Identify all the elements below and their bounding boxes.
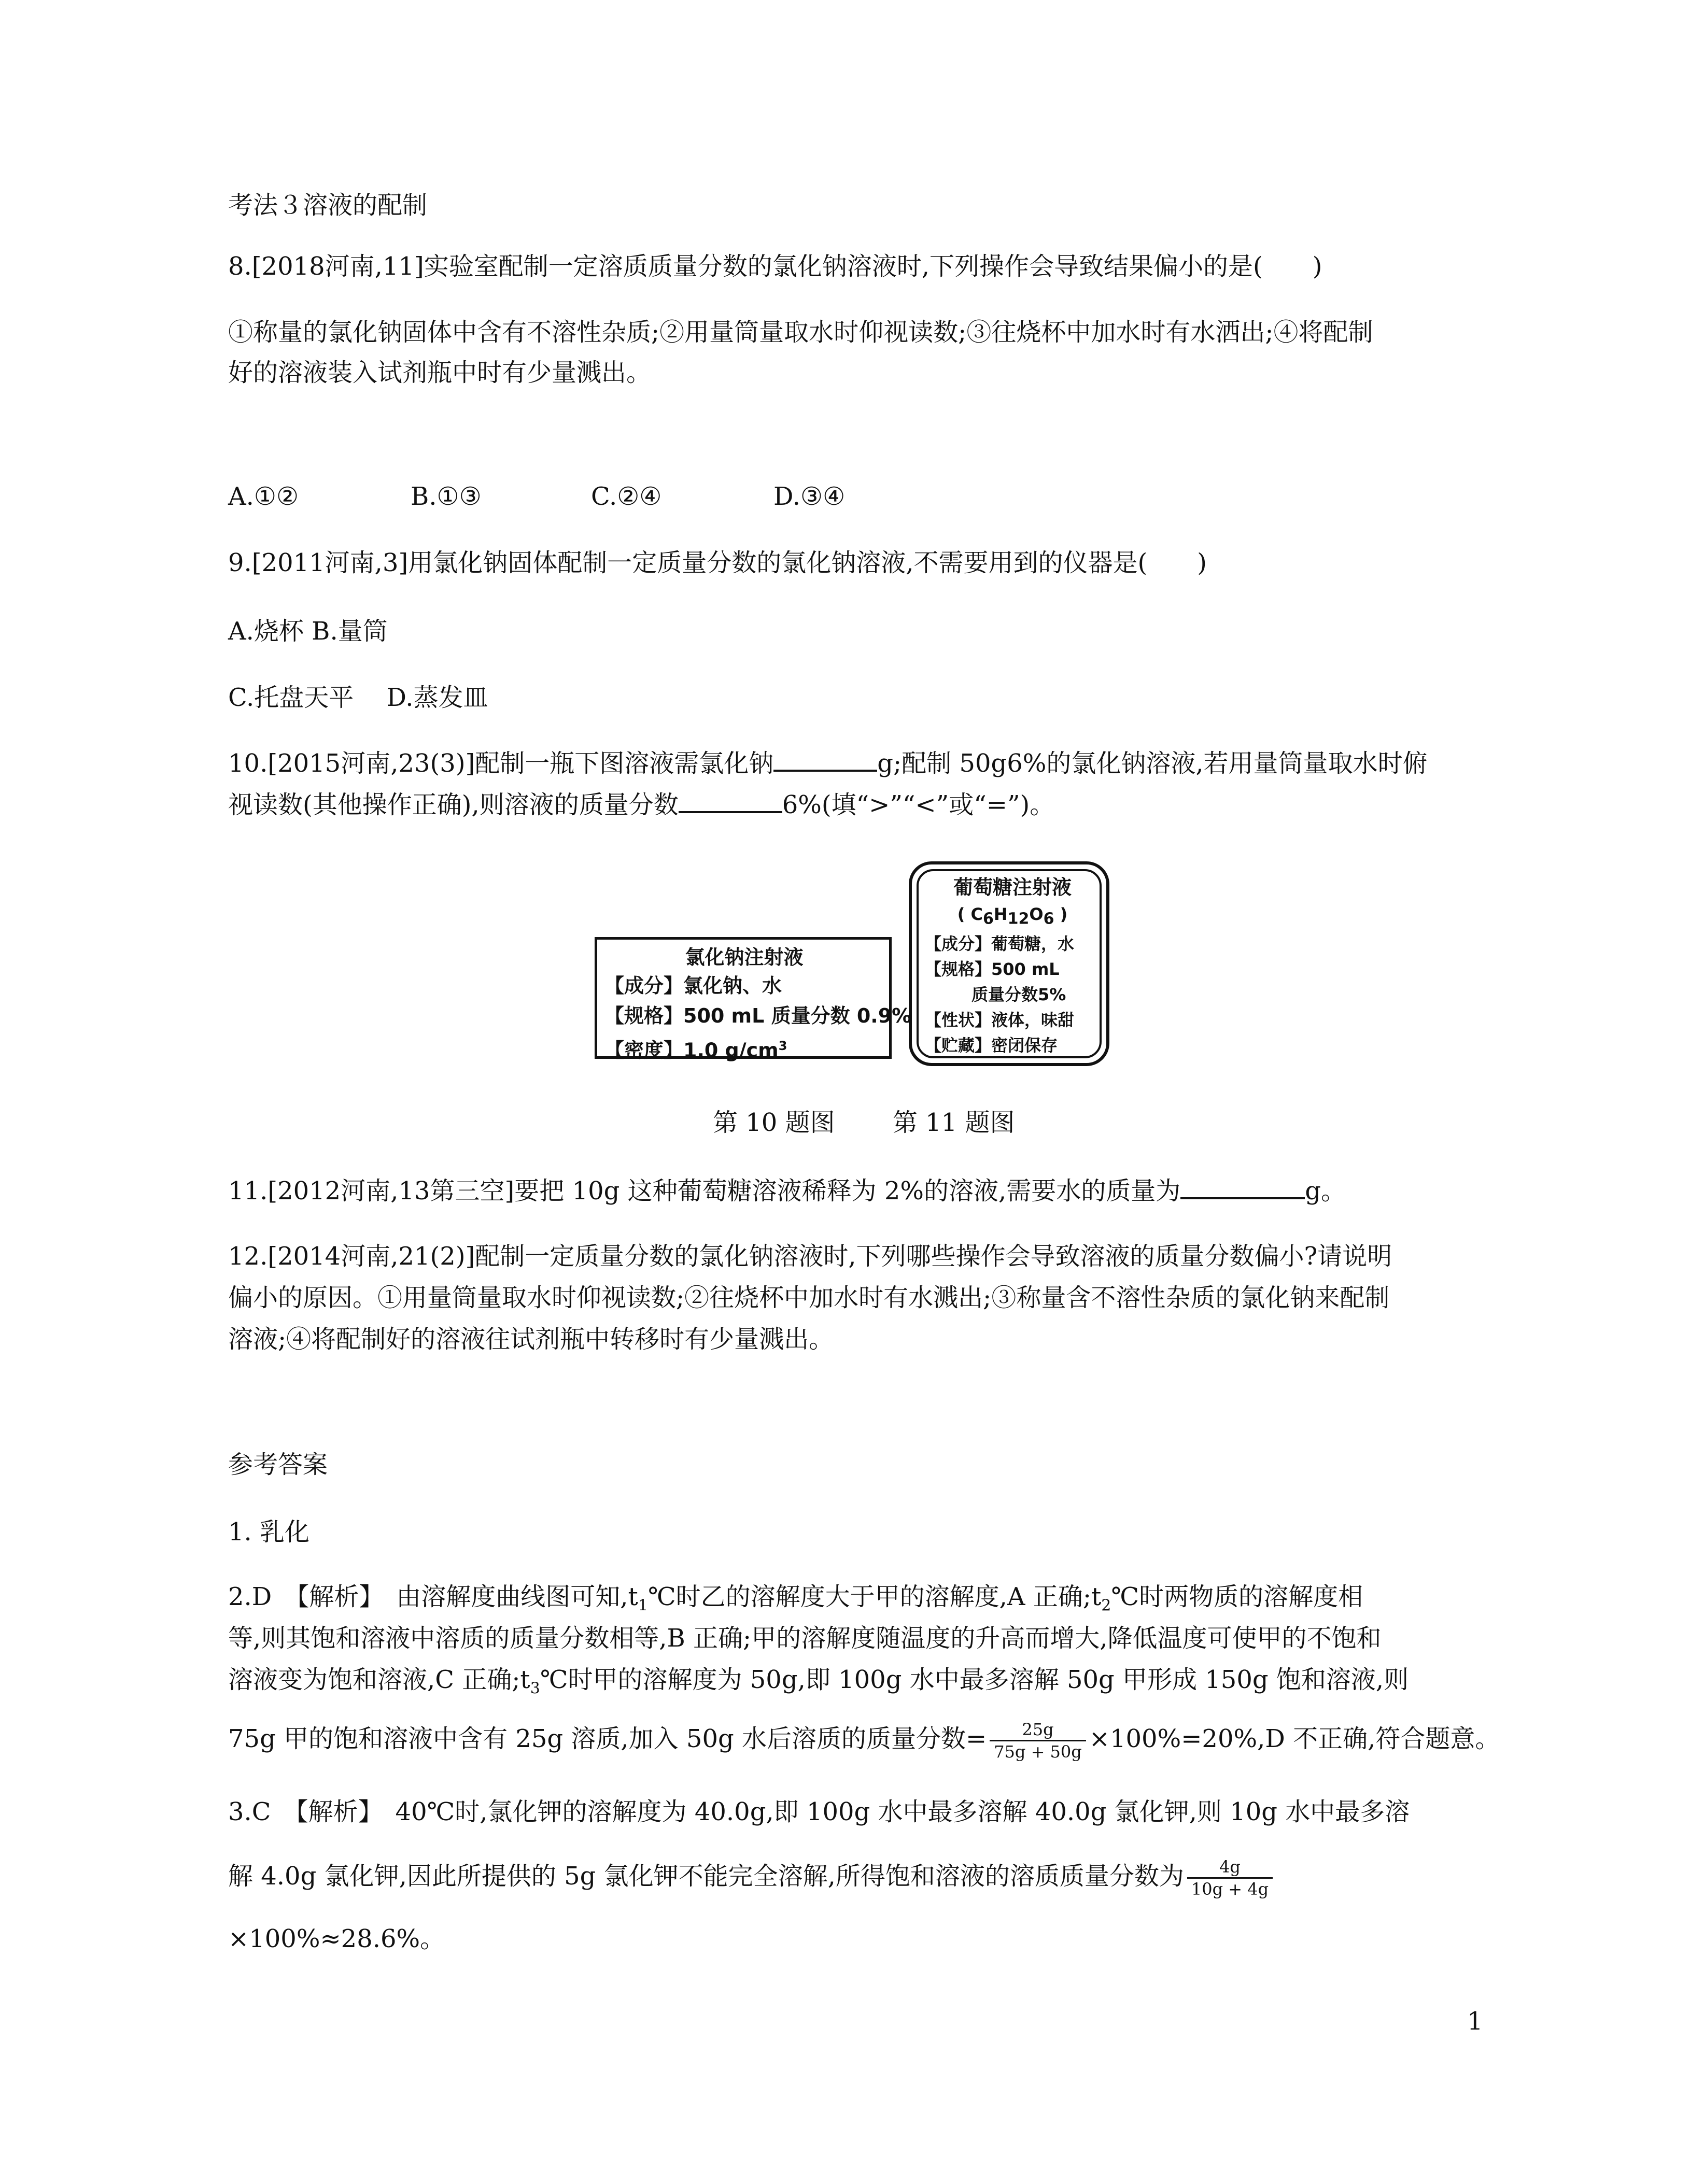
q11-text-2: g。 [1305, 1176, 1346, 1206]
section-title: 考法３溶液的配制 [228, 191, 428, 220]
answer-2-fraction: $\frac{25g}{75g + 50g}$ [990, 1719, 1086, 1762]
glucose-label-ingredients: 【成分】葡萄糖，水 [925, 934, 1075, 954]
glucose-label-formula: ( $C_6H_{12}O_6$ ) [957, 904, 1068, 928]
answer-2-line-4: 75g 甲的饱和溶液中含有 25g 溶质,加入 50g 水后溶质的质量分数= $\frac{25g}{75g + 50g}$ ×100%=20%,D 不正确,符合题意。 [228, 1720, 1500, 1762]
q8-option-c: C.②④ [591, 482, 662, 511]
q9-stem: 9.[2011河南,3]用氯化钠固体配制一定质量分数的氯化钠溶液,不需要用到的仪器是( ) [228, 548, 1207, 577]
answer-2-line-3: 溶液变为饱和溶液,C 正确$;t_3℃$时甲的溶解度为 50g,即 100g 水中最多溶解 50g 甲形成 150g 饱和溶液,则 [228, 1665, 1409, 1698]
answers-title: 参考答案 [228, 1450, 328, 1479]
q10-text-2: g;配制 50g6%的氯化钠溶液,若用量筒量取水时俯 [877, 749, 1428, 778]
q8-stem: 8.[2018河南,11]实验室配制一定溶质质量分数的氯化钠溶液时,下列操作会导致结果偏小的是( ) [228, 252, 1322, 281]
q11-text-1: 11.[2012河南,13第三空]要把 10g 这种葡萄糖溶液稀释为 2%的溶液,需要水的质量为 [228, 1176, 1181, 1206]
q8-option-a: A.①② [228, 482, 299, 511]
q8-option-d: D.③④ [773, 482, 846, 511]
nacl-label-ingredients: 【成分】氯化钠、水 [604, 974, 782, 997]
answer-3-line-3: ×100%≈28.6%。 [228, 1924, 445, 1953]
glucose-label-title: 葡萄糖注射液 [953, 876, 1072, 899]
answer-3-fraction: $\frac{4g}{10g + 4g}$ [1187, 1856, 1273, 1899]
q10-text-1: 10.[2015河南,23(3)]配制一瓶下图溶液需氯化钠 [228, 749, 774, 778]
q9-options-line-1: A.烧杯 B.量筒 [228, 617, 388, 646]
q10-text-4: 6%(填“>”“<”或“=”)。 [782, 790, 1055, 819]
glucose-label-properties: 【性状】液体，味甜 [925, 1010, 1075, 1030]
q12-line-3: 溶液;④将配制好的溶液往试剂瓶中转移时有少量溅出。 [228, 1325, 834, 1354]
glucose-injection-label [919, 873, 1100, 1054]
figure-caption: 第 10 题图 第 11 题图 [713, 1108, 1015, 1137]
answer-3-line-2: 解 4.0g 氯化钾,因此所提供的 5g 氯化钾不能完全溶解,所得饱和溶液的溶质质量分数为 $\frac{4g}{10g + 4g}$ [228, 1848, 1276, 1905]
glucose-label-storage: 【贮藏】密闭保存 [925, 1036, 1058, 1056]
q10-line-2 [228, 785, 1054, 824]
answer-2-line-2: 等,则其饱和溶液中溶质的质量分数相等,B 正确;甲的溶解度随温度的升高而增大,降低温度可使甲的不饱和 [228, 1624, 1382, 1653]
q9-options-line-2: C.托盘天平 D.蒸发皿 [228, 683, 488, 712]
q8-desc-line-1: ①称量的氯化钠固体中含有不溶性杂质;②用量筒量取水时仰视读数;③往烧杯中加水时有水洒出;④将配制 [228, 318, 1373, 347]
answer-3-line-1: 3.C 【解析】 40℃时,氯化钾的溶解度为 40.0g,即 100g 水中最多溶解 40.0g 氯化钾,则 10g 水中最多溶 [228, 1797, 1410, 1826]
nacl-injection-label [595, 937, 912, 1062]
q8-desc-line-2: 好的溶液装入试剂瓶中时有少量溅出。 [228, 358, 652, 387]
q10-blank-2 [679, 785, 782, 813]
answer-1: 1. 乳化 [228, 1518, 310, 1547]
nacl-label-spec: 【规格】500 mL 质量分数 0.9% [604, 1004, 912, 1027]
q10-text-3: 视读数(其他操作正确),则溶液的质量分数 [228, 790, 679, 819]
q10-line-1 [228, 744, 1428, 782]
glucose-label-mass-fraction: 质量分数5% [971, 985, 1066, 1005]
q8-option-b: B.①③ [411, 482, 482, 511]
q11-line [228, 1171, 1346, 1210]
nacl-label-density: 【密度】1.0 $g/cm^3$ [604, 1039, 787, 1062]
answer-2-line-1: 2.D 【解析】 由溶解度曲线图可知$,t_1℃$时乙的溶解度大于甲的溶解度,A 正确$;t_2℃$时两物质的溶解度相 [228, 1582, 1363, 1615]
page-number: 1 [1467, 2007, 1483, 2036]
glucose-label-spec: 【规格】500 mL [925, 959, 1060, 980]
q11-blank [1180, 1171, 1305, 1199]
nacl-label-title: 氯化钠注射液 [685, 946, 804, 969]
q10-blank-1 [773, 744, 877, 772]
q12-line-1: 12.[2014河南,21(2)]配制一定质量分数的氯化钠溶液时,下列哪些操作会导致溶液的质量分数偏小?请说明 [228, 1242, 1392, 1271]
q12-line-2: 偏小的原因。①用量筒量取水时仰视读数;②往烧杯中加水时有水溅出;③称量含不溶性杂质的氯化钠来配制 [228, 1283, 1390, 1312]
